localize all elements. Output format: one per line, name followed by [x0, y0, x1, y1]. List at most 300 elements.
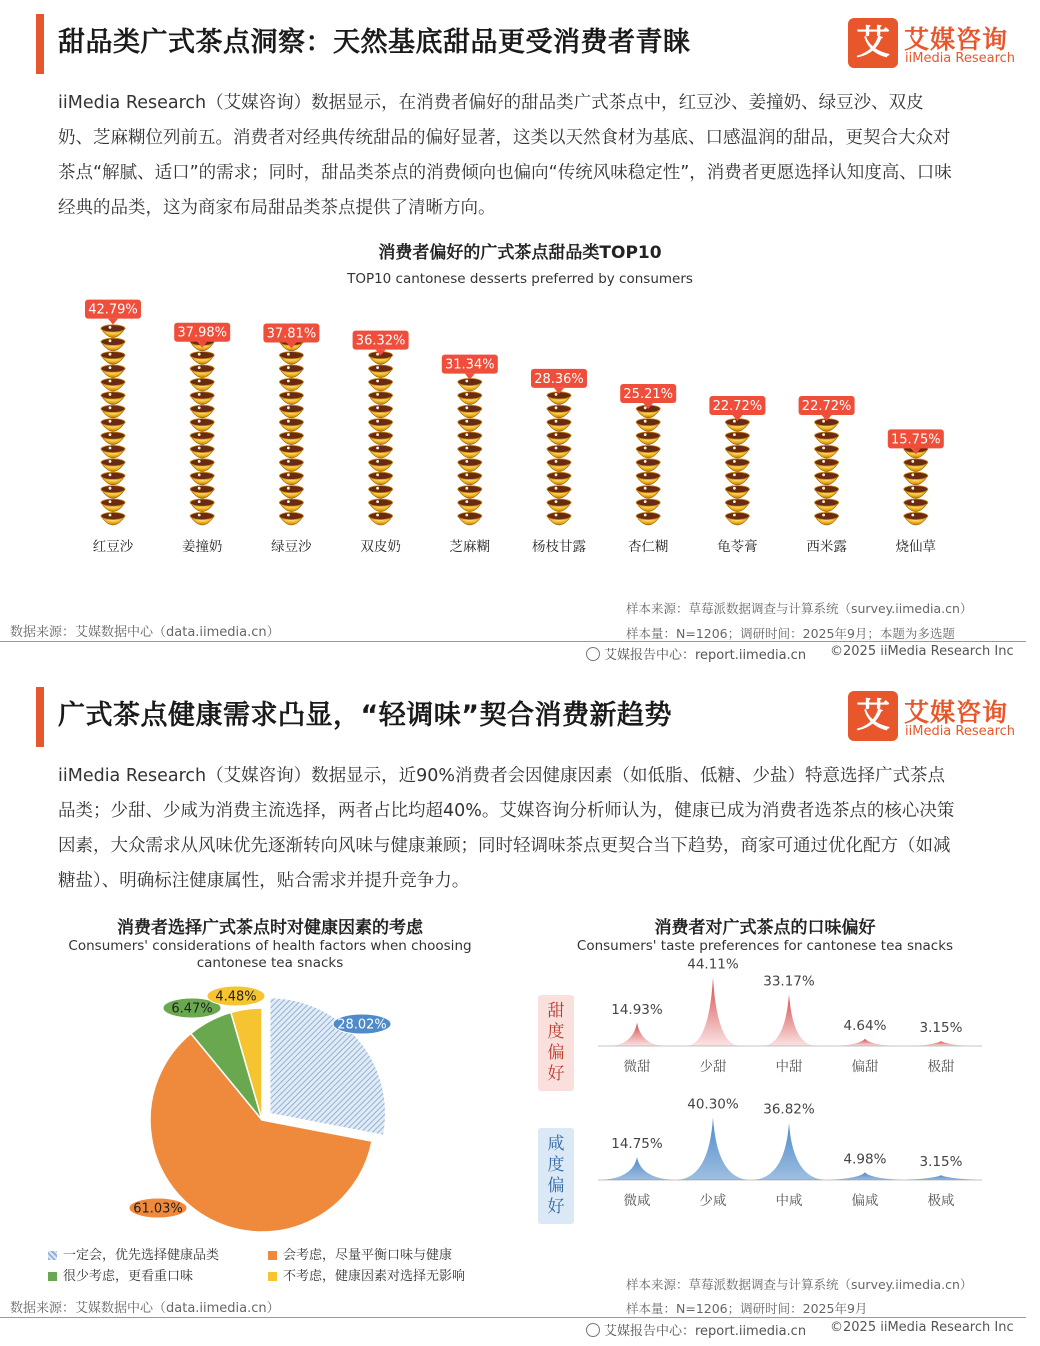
bowl-icon	[190, 499, 214, 512]
bar-龟苓膏	[709, 396, 765, 555]
bowl-soup	[279, 432, 303, 439]
bowl-icon	[279, 405, 303, 418]
spike-category-label: 偏咸	[851, 1193, 879, 1209]
logo-text-en: iiMedia Research	[905, 51, 1016, 66]
bowl-dot	[555, 500, 558, 503]
report-center	[586, 644, 806, 663]
bowl-icon	[904, 459, 928, 472]
pie-chart-subtitle: Consumers' considerations of health factors when choosing cantonese tea snacks	[68, 938, 472, 971]
spike-微甜	[611, 1023, 663, 1046]
page-title: 广式茶点健康需求凸显，“轻调味”契合消费新趋势	[58, 700, 672, 731]
bowl-icon	[279, 459, 303, 472]
bar-双皮奶	[353, 331, 409, 555]
bowl-dot	[198, 433, 201, 436]
bowl-dot	[109, 487, 112, 490]
bowl-dot	[911, 500, 914, 503]
taste-chart-title: 消费者对广式茶点的口味偏好	[654, 918, 876, 938]
bowl-dot	[555, 433, 558, 436]
iimedia-logo	[848, 18, 1018, 70]
bowl-soup	[369, 499, 393, 506]
bowl-dot	[376, 460, 379, 463]
bowl-dot	[198, 487, 201, 490]
sample-size: 样本量：N=1206；调研时间：2025年9月；本题为多选题	[626, 626, 955, 641]
bowl-icon	[279, 365, 303, 378]
bowl-icon	[101, 392, 125, 405]
bowl-soup	[458, 445, 482, 452]
group-tag-char: 度	[547, 1155, 565, 1175]
bowl-icon	[101, 325, 125, 338]
bowl-icon	[904, 512, 928, 525]
category-label: 烧仙草	[895, 539, 937, 555]
bowl-soup	[369, 486, 393, 493]
spike-偏甜	[839, 1039, 891, 1046]
slide-health	[0, 673, 1026, 1346]
bowl-icon	[815, 432, 839, 445]
value-label: 37.98%	[177, 325, 227, 341]
logo-mark: 艾	[848, 18, 898, 68]
bowl-dot	[465, 447, 468, 450]
bowl-dot	[733, 500, 736, 503]
spike-category-label: 中咸	[775, 1193, 803, 1209]
bowl-dot	[465, 514, 468, 517]
legend-label: 一定会，优先选择健康品类	[63, 1248, 220, 1263]
bowl-dot	[555, 514, 558, 517]
bowl-dot	[287, 353, 290, 356]
bowl-icon	[190, 405, 214, 418]
bowl-soup	[725, 445, 749, 452]
bowl-soup	[190, 445, 214, 452]
spike-value-label: 3.15%	[919, 1020, 963, 1037]
bowl-icon	[547, 486, 571, 499]
bowl-dot	[198, 460, 201, 463]
bowl-dot	[287, 447, 290, 450]
category-label: 芝麻糊	[449, 539, 491, 555]
bowl-dot	[109, 406, 112, 409]
bowl-dot	[911, 473, 914, 476]
value-label: 15.75%	[891, 432, 941, 448]
category-label: 杨枝甘露	[532, 539, 586, 555]
bar-烧仙草	[888, 429, 944, 555]
bowl-dot	[109, 353, 112, 356]
bowl-dot	[465, 420, 468, 423]
bowl-dot	[287, 514, 290, 517]
bowl-icon	[458, 499, 482, 512]
value-label: 22.72%	[801, 398, 852, 414]
intro-paragraph: iiMedia Research（艾媒咨询）数据显示，近90%消费者会因健康因素（如低脂、低糖、少盐）特意选择广式茶点品类；少甜、少咸为消费主流选择，两者占比均超40%。艾媒咨询分析师认为，健康已成为消费者选茶点的核心决策因素，大众需求从风味优先逐渐转向风味与健康兼顾；同时轻调味茶点更契合当下趋势，商家可通过优化配方（如减糖盐）、明确标注健康属性，贴合需求并提升竞争力。	[58, 766, 955, 891]
bowl-dot	[287, 366, 290, 369]
group-tag-char: 咸	[547, 1134, 565, 1154]
spike-偏咸	[829, 1172, 901, 1180]
bowl-soup	[458, 512, 482, 519]
bowl-icon	[636, 512, 660, 525]
bowl-dot	[109, 514, 112, 517]
globe-icon	[586, 647, 600, 661]
bowl-dot	[198, 406, 201, 409]
bowl-soup	[458, 419, 482, 426]
bowl-icon	[725, 486, 749, 499]
bowl-icon	[636, 419, 660, 432]
bowl-dot	[109, 326, 112, 329]
bowl-icon	[547, 432, 571, 445]
bowl-icon	[636, 499, 660, 512]
copyright: ©2025 iiMedia Research Inc	[830, 1320, 1014, 1335]
bowl-soup	[636, 472, 660, 479]
bowl-soup	[725, 432, 749, 439]
bowl-icon	[190, 392, 214, 405]
bowl-dot	[644, 447, 647, 450]
bowl-soup	[369, 405, 393, 412]
bowl-icon	[101, 352, 125, 365]
bowl-dot	[822, 460, 825, 463]
bowl-soup	[190, 472, 214, 479]
bowl-dot	[555, 447, 558, 450]
bowl-icon	[279, 512, 303, 525]
value-label: 36.32%	[355, 333, 406, 349]
bowl-dot	[198, 353, 201, 356]
slice-value-label: 6.47%	[171, 1001, 213, 1017]
bowl-dot	[465, 433, 468, 436]
bowl-icon	[547, 512, 571, 525]
bowl-icon	[369, 365, 393, 378]
bowl-icon	[279, 432, 303, 445]
data-source: 数据来源：艾媒数据中心（data.iimedia.cn）	[10, 1301, 280, 1316]
category-label: 西米露	[806, 539, 847, 555]
bowl-icon	[101, 486, 125, 499]
legend-swatch	[48, 1272, 57, 1281]
bowl-icon	[904, 472, 928, 485]
bowl-dot	[465, 487, 468, 490]
logo-text-cn: 艾媒咨询	[904, 698, 1009, 727]
report-center-link: 艾媒报告中心：report.iimedia.cn	[604, 648, 807, 663]
bowl-soup	[279, 405, 303, 412]
spike-category-label: 微咸	[623, 1193, 651, 1209]
bowl-icon	[547, 445, 571, 458]
bowl-soup	[636, 499, 660, 506]
dessert-bar-chart	[0, 290, 1026, 560]
chart-subtitle: TOP10 cantonese desserts preferred by consumers	[347, 271, 693, 287]
bowl-soup	[279, 445, 303, 452]
bowl-icon	[636, 472, 660, 485]
value-label-pointer	[108, 319, 118, 325]
bowl-soup	[458, 392, 482, 399]
bowl-dot	[376, 447, 379, 450]
bowl-dot	[109, 366, 112, 369]
bowl-dot	[376, 406, 379, 409]
bowl-dot	[109, 500, 112, 503]
bowl-dot	[198, 500, 201, 503]
bar-红豆沙	[85, 300, 141, 555]
sample-source: 样本来源：草莓派数据调查与计算系统（survey.iimedia.cn）	[626, 1277, 973, 1292]
spike-value-label: 36.82%	[763, 1101, 815, 1118]
bowl-soup	[279, 419, 303, 426]
bowl-dot	[287, 500, 290, 503]
bowl-dot	[555, 420, 558, 423]
bowl-icon	[458, 472, 482, 485]
spike-极甜	[915, 1041, 967, 1046]
bowl-soup	[101, 352, 125, 359]
bar-芝麻糊	[442, 355, 498, 555]
bowl-soup	[279, 472, 303, 479]
spike-category-label: 微甜	[623, 1059, 651, 1075]
bowl-icon	[725, 445, 749, 458]
sample-size: 样本量：N=1206；调研时间：2025年9月	[626, 1301, 868, 1316]
bowl-soup	[190, 405, 214, 412]
saltiness-group-tag	[538, 1128, 574, 1224]
category-label: 绿豆沙	[271, 539, 312, 555]
bowl-icon	[101, 419, 125, 432]
bowl-soup	[904, 512, 928, 519]
bowl-dot	[822, 433, 825, 436]
footer-divider	[0, 641, 1026, 642]
bowl-dot	[644, 487, 647, 490]
spike-value-label: 4.98%	[843, 1151, 887, 1168]
bowl-dot	[911, 460, 914, 463]
chart-title: 消费者偏好的广式茶点甜品类TOP10	[378, 243, 662, 263]
bowl-icon	[190, 459, 214, 472]
bar-西米露	[799, 396, 855, 555]
bowl-icon	[636, 432, 660, 445]
bowl-soup	[369, 378, 393, 385]
spike-category-label: 少咸	[699, 1193, 727, 1209]
bar-杏仁糊	[620, 384, 676, 555]
legend-swatch	[268, 1251, 277, 1260]
spike-value-label: 44.11%	[687, 956, 739, 973]
bowl-soup	[101, 472, 125, 479]
bowl-dot	[198, 380, 201, 383]
bowl-soup	[547, 419, 571, 426]
bowl-icon	[279, 352, 303, 365]
sweetness-group-tag	[538, 995, 574, 1091]
pie-chart-title: 消费者选择广式茶点时对健康因素的考虑	[117, 918, 423, 938]
bowl-soup	[904, 472, 928, 479]
bowl-soup	[904, 459, 928, 466]
bowl-soup	[547, 405, 571, 412]
bowl-dot	[287, 420, 290, 423]
sample-source: 样本来源：草莓派数据调查与计算系统（survey.iimedia.cn）	[626, 601, 973, 616]
bowl-dot	[198, 514, 201, 517]
bowl-icon	[101, 459, 125, 472]
group-tag-char: 度	[547, 1022, 565, 1042]
bowl-icon	[279, 472, 303, 485]
group-tag-char: 偏	[547, 1176, 565, 1196]
bowl-icon	[279, 378, 303, 391]
bowl-icon	[101, 512, 125, 525]
bowl-soup	[369, 445, 393, 452]
bowl-soup	[101, 338, 125, 345]
spike-value-label: 40.30%	[687, 1096, 739, 1113]
bowl-icon	[547, 419, 571, 432]
bowl-icon	[101, 445, 125, 458]
bowl-soup	[725, 472, 749, 479]
bowl-soup	[279, 378, 303, 385]
bowl-icon	[279, 486, 303, 499]
bowl-icon	[458, 378, 482, 391]
bowl-soup	[815, 445, 839, 452]
bowl-soup	[279, 486, 303, 493]
legend-item	[48, 1244, 219, 1263]
bowl-dot	[465, 393, 468, 396]
bowl-dot	[644, 473, 647, 476]
bowl-dot	[376, 366, 379, 369]
bowl-icon	[190, 365, 214, 378]
health-pie-chart	[0, 978, 520, 1238]
bowl-icon	[547, 405, 571, 418]
spike-value-label: 33.17%	[763, 973, 815, 990]
bowl-soup	[369, 365, 393, 372]
bowl-soup	[101, 486, 125, 493]
bowl-dot	[733, 460, 736, 463]
group-tag-char: 好	[547, 1064, 565, 1084]
bowl-soup	[547, 472, 571, 479]
bowl-icon	[279, 445, 303, 458]
group-tag-char: 偏	[547, 1043, 565, 1063]
bar-杨枝甘露	[531, 369, 587, 555]
bowl-icon	[190, 378, 214, 391]
bowl-dot	[911, 514, 914, 517]
bowl-dot	[555, 406, 558, 409]
bowl-icon	[101, 338, 125, 351]
bowl-soup	[725, 459, 749, 466]
bowl-soup	[458, 405, 482, 412]
slice-value-label: 28.02%	[337, 1017, 387, 1033]
bowl-soup	[547, 512, 571, 519]
bowl-dot	[287, 393, 290, 396]
bowl-icon	[725, 432, 749, 445]
bowl-dot	[465, 406, 468, 409]
value-label: 22.72%	[712, 398, 763, 414]
value-label: 37.81%	[266, 326, 317, 342]
value-label: 42.79%	[88, 302, 138, 318]
legend-item	[48, 1265, 193, 1284]
bowl-dot	[376, 433, 379, 436]
bowl-icon	[904, 486, 928, 499]
bowl-soup	[190, 392, 214, 399]
bowl-icon	[101, 499, 125, 512]
bowl-soup	[279, 392, 303, 399]
bowl-dot	[109, 339, 112, 342]
bowl-icon	[101, 432, 125, 445]
bowl-soup	[369, 512, 393, 519]
bowl-dot	[287, 380, 290, 383]
bowl-dot	[644, 433, 647, 436]
bowl-icon	[458, 445, 482, 458]
bowl-dot	[733, 447, 736, 450]
category-label: 龟苓膏	[717, 539, 758, 555]
bowl-icon	[458, 392, 482, 405]
bowl-dot	[287, 460, 290, 463]
bowl-icon	[547, 459, 571, 472]
bowl-soup	[547, 499, 571, 506]
bowl-soup	[190, 459, 214, 466]
bowl-soup	[725, 486, 749, 493]
bowl-dot	[555, 460, 558, 463]
bowl-dot	[822, 473, 825, 476]
legend-item	[268, 1265, 465, 1284]
bowl-icon	[101, 378, 125, 391]
bowl-dot	[555, 487, 558, 490]
bowl-soup	[904, 486, 928, 493]
bowl-dot	[376, 420, 379, 423]
bowl-soup	[458, 486, 482, 493]
bowl-soup	[815, 512, 839, 519]
bowl-icon	[725, 472, 749, 485]
spike-category-label: 极甜	[927, 1059, 955, 1075]
bowl-icon	[369, 405, 393, 418]
bowl-soup	[101, 365, 125, 372]
bowl-dot	[198, 393, 201, 396]
copyright: ©2025 iiMedia Research Inc	[830, 644, 1014, 659]
bowl-icon	[279, 392, 303, 405]
bowl-dot	[555, 393, 558, 396]
bowl-dot	[911, 487, 914, 490]
bowl-soup	[101, 459, 125, 466]
bowl-icon	[101, 365, 125, 378]
spike-value-label: 3.15%	[919, 1154, 963, 1171]
bowl-soup	[101, 325, 125, 332]
bowl-soup	[458, 459, 482, 466]
bowl-icon	[725, 512, 749, 525]
bowl-icon	[458, 486, 482, 499]
report-center-link: 艾媒报告中心：report.iimedia.cn	[604, 1324, 807, 1339]
bowl-soup	[369, 392, 393, 399]
bowl-icon	[458, 459, 482, 472]
bowl-soup	[190, 432, 214, 439]
slice-value-label: 61.03%	[133, 1201, 183, 1217]
slice-value-label: 4.48%	[215, 989, 257, 1005]
bowl-dot	[109, 447, 112, 450]
bowl-soup	[279, 499, 303, 506]
bowl-dot	[465, 500, 468, 503]
bowl-dot	[822, 487, 825, 490]
bowl-dot	[198, 447, 201, 450]
legend-item	[268, 1244, 452, 1263]
legend-swatch	[268, 1272, 277, 1281]
spike-微咸	[601, 1157, 673, 1180]
bowl-icon	[279, 499, 303, 512]
bowl-icon	[458, 419, 482, 432]
category-label: 杏仁糊	[627, 539, 669, 555]
bowl-dot	[287, 433, 290, 436]
group-tag-char: 好	[547, 1197, 565, 1217]
bowl-soup	[369, 472, 393, 479]
legend-label: 很少考虑，更看重口味	[63, 1269, 194, 1284]
bowl-icon	[725, 459, 749, 472]
bowl-icon	[815, 499, 839, 512]
intro-paragraph: iiMedia Research（艾媒咨询）数据显示，在消费者偏好的甜品类广式茶点中，红豆沙、姜撞奶、绿豆沙、双皮奶、芝麻糊位列前五。消费者对经典传统甜品的偏好显著，这类以天然食材为基底、口感温润的甜品，更契合大众对茶点“解腻、适口”的需求；同时，甜品类茶点的消费倾向也偏向“传统风味稳定性”，消费者更愿选择认知度高、口味经典的品类，这为商家布局甜品类茶点提供了清晰方向。	[58, 93, 952, 218]
bowl-soup	[101, 432, 125, 439]
bowl-soup	[279, 512, 303, 519]
spike-少咸	[677, 1117, 749, 1180]
bar-姜撞奶	[174, 323, 230, 555]
bowl-dot	[465, 380, 468, 383]
bowl-soup	[547, 486, 571, 493]
taste-chart-subtitle: Consumers' taste preferences for cantonese tea snacks	[576, 938, 954, 954]
bowl-dot	[822, 514, 825, 517]
bowl-soup	[369, 432, 393, 439]
bowl-soup	[725, 512, 749, 519]
bowl-dot	[555, 473, 558, 476]
bowl-dot	[109, 380, 112, 383]
bowl-soup	[636, 432, 660, 439]
iimedia-logo	[848, 691, 1018, 743]
bowl-dot	[644, 406, 647, 409]
bowl-icon	[279, 419, 303, 432]
legend-label: 不考虑，健康因素对选择无影响	[283, 1269, 466, 1284]
bowl-soup	[904, 499, 928, 506]
bowl-soup	[190, 499, 214, 506]
group-tag-char: 甜	[547, 1001, 565, 1021]
bowl-dot	[733, 487, 736, 490]
